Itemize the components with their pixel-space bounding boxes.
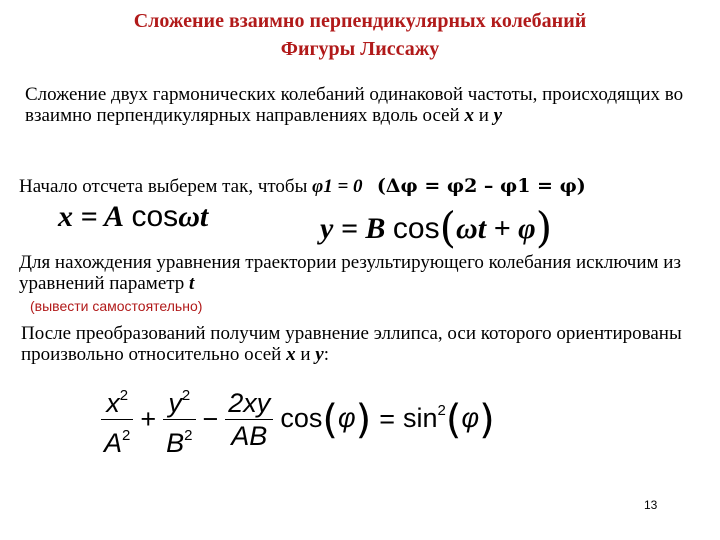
trajectory-text: Для нахождения уравнения траектории результирующего колебания исключим из уравнений параметр [19,252,681,294]
frac1-den: A [104,428,123,458]
fraction-x2-a2 [101,380,133,459]
equals-sign: = [379,404,395,434]
formula-y [320,203,552,252]
paren-l1: ( [322,396,338,443]
intro-paragraph [25,84,705,126]
ellipse-axis-y: y [315,344,324,365]
intro-and: и [473,105,494,126]
origin-text: Начало отсчета выберем так, чтобы [19,176,313,197]
phase-difference: (Δφ = φ2 – φ1 = φ) [376,175,586,197]
intro-text: Сложение двух гармонических колебаний одинаковой частоты, происходящих во взаимно перпендикулярных направлениях вдоль осей [25,84,684,126]
ellipse-text: После преобразований получим уравнение эллипса, оси которого ориентированы произвольно относительно осей [21,323,682,365]
cos-phi: φ [337,402,356,433]
formula-x-cos: cos [131,200,179,233]
formula-x [58,200,208,234]
paren-l2: ( [445,396,462,443]
derive-note: (вывести самостоятельно) [30,298,203,314]
frac2-den-exp: 2 [184,427,193,444]
frac2-num-exp: 2 [181,387,191,404]
frac1-num: x [106,388,120,418]
frac1-num-exp: 2 [119,387,129,404]
formula-y-arg: ωt + φ [456,212,536,245]
trajectory-paragraph [19,252,699,294]
fraction-2xy-ab [225,387,273,452]
frac2-den: B [166,428,185,458]
formula-x-lhs: x = A [58,200,124,233]
ellipse-colon: : [323,344,329,365]
param-t: t [189,273,195,294]
ellipse-paragraph [21,323,701,365]
minus-sign: − [202,404,219,434]
phase-condition: φ1 = 0 [312,176,363,197]
sin-label: sin [402,402,438,433]
paren-r1: ) [355,396,372,443]
page-number: 13 [644,498,658,512]
sin-term [399,397,499,443]
frac3-den: AB [231,421,268,451]
plus-sign: + [140,404,157,434]
cos-label: cos [280,402,323,433]
ellipse-and: и [295,344,316,365]
formula-y-cos: cos [392,212,440,245]
axis-y: y [493,105,503,126]
sin-phi: φ [461,402,480,433]
fraction-y2-b2 [163,380,195,459]
paren-close: ) [535,203,553,252]
frac2-num: y [168,388,182,418]
paren-r2: ) [479,396,495,443]
frac3-num: 2xy [225,387,273,420]
formula-y-lhs: y = B [320,212,386,245]
frac1-den-exp: 2 [122,427,131,444]
cos-term [276,397,375,443]
ellipse-axis-x: x [286,344,296,365]
axis-x: x [464,105,474,126]
slide-title: Сложение взаимно перпендикулярных колебаний [133,10,587,32]
slide-subtitle: Фигуры Лиссажу [280,38,440,60]
sin-exp: 2 [437,401,446,419]
ellipse-equation [98,380,499,459]
origin-paragraph [19,176,699,197]
paren-open: ( [439,203,456,252]
formula-x-arg: ωt [178,200,209,233]
